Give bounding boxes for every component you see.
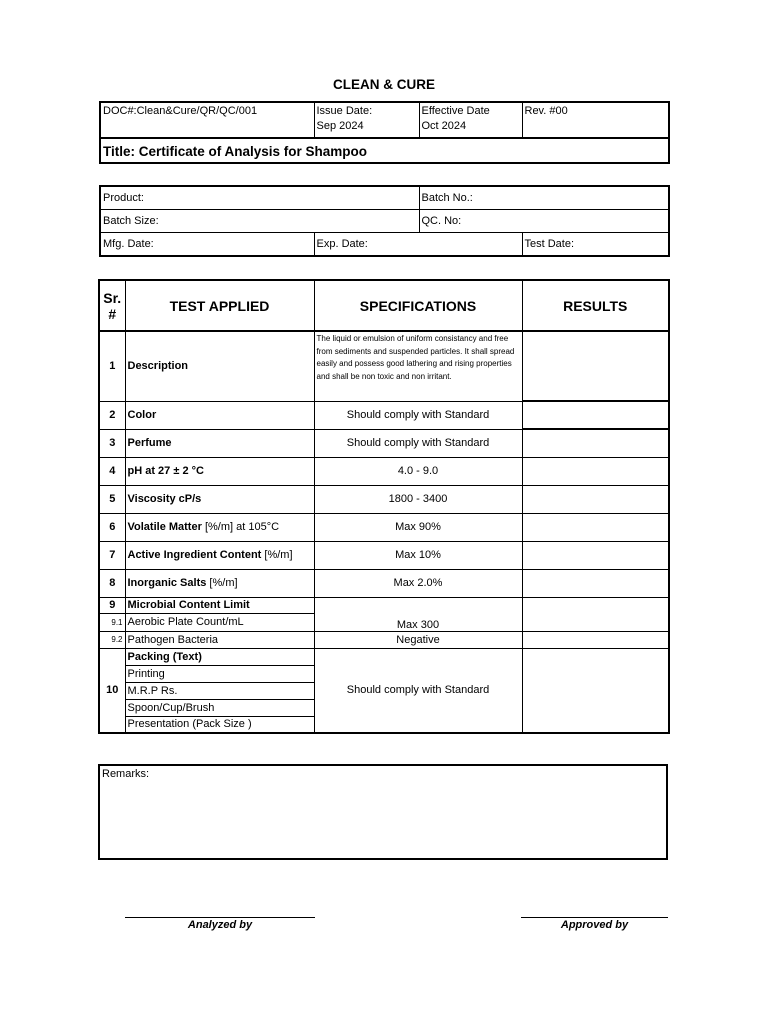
sr-cell: 4: [99, 457, 125, 485]
spec-cell: The liquid or emulsion of uniform consistancy and free from sediments and suspended particles. It shall spread easily and possess good lathering and rising properties and shall be non toxic and non irritant.: [314, 331, 522, 401]
sr-cell: 9.2: [99, 631, 125, 648]
sr-cell: 2: [99, 401, 125, 429]
doc-number: DOC#:Clean&Cure/QR/QC/001: [100, 102, 314, 138]
spec-cell: Max 10%: [314, 541, 522, 569]
packing-item: Spoon/Cup/Brush: [125, 699, 314, 716]
table-row: [99, 631, 669, 648]
spec-cell: Should comply with Standard: [314, 401, 522, 429]
result-cell[interactable]: [522, 331, 669, 401]
test-date-field: Test Date:: [522, 233, 669, 257]
sr-cell: 3: [99, 429, 125, 457]
spec-cell: Should comply with Standard: [314, 429, 522, 457]
company-title: CLEAN & CURE: [332, 77, 435, 92]
test-cell: Color: [125, 401, 314, 429]
table-row: [99, 401, 669, 429]
result-cell[interactable]: [522, 631, 669, 648]
spec-cell: 4.0 - 9.0: [314, 457, 522, 485]
table-row: [99, 485, 669, 513]
sr-cell: 7: [99, 541, 125, 569]
mfg-date-field: Mfg. Date:: [100, 233, 314, 257]
test-cell: Inorganic Salts [%/m]: [125, 569, 314, 597]
result-cell[interactable]: [522, 513, 669, 541]
test-cell: pH at 27 ± 2 °C: [125, 457, 314, 485]
result-cell[interactable]: [522, 485, 669, 513]
sr-cell: 6: [99, 513, 125, 541]
test-cell: Volatile Matter [%/m] at 105°C: [125, 513, 314, 541]
table-row: [99, 597, 669, 613]
batch-no-field: Batch No.:: [419, 186, 669, 210]
test-cell: Description: [125, 331, 314, 401]
table-row: [99, 457, 669, 485]
spec-cell: Max 2.0%: [314, 569, 522, 597]
test-cell: Packing (Text): [125, 648, 314, 665]
table-row: [99, 429, 669, 457]
batch-info-table: [99, 185, 670, 257]
table-row: [99, 541, 669, 569]
test-cell: Perfume: [125, 429, 314, 457]
test-cell: Pathogen Bacteria: [125, 631, 314, 648]
packing-item: Presentation (Pack Size ): [125, 716, 314, 733]
document-header-table: [99, 101, 670, 164]
col-results-header: RESULTS: [522, 280, 669, 331]
analyzed-by-label: Analyzed by: [187, 919, 253, 931]
spec-cell: Negative: [314, 631, 522, 648]
table-row: [99, 331, 669, 401]
table-row: [99, 569, 669, 597]
sr-cell: 1: [99, 331, 125, 401]
result-cell[interactable]: [522, 541, 669, 569]
result-cell[interactable]: [522, 597, 669, 631]
result-cell[interactable]: [522, 401, 669, 429]
sr-cell: 10: [99, 648, 125, 733]
product-field: Product:: [100, 186, 419, 210]
document-title: Title: Certificate of Analysis for Shampoo: [100, 138, 669, 163]
exp-date-field: Exp. Date:: [314, 233, 522, 257]
result-cell[interactable]: [522, 457, 669, 485]
remarks-label: Remarks:: [102, 768, 150, 780]
packing-item: M.R.P Rs.: [125, 682, 314, 699]
sr-cell: 9.1: [99, 613, 125, 631]
sr-cell: 5: [99, 485, 125, 513]
col-spec-header: SPECIFICATIONS: [314, 280, 522, 331]
remarks-box[interactable]: [98, 764, 668, 860]
spec-cell: 1800 - 3400: [314, 485, 522, 513]
result-cell[interactable]: [522, 429, 669, 457]
col-sr-header: Sr. #: [99, 280, 125, 331]
approved-signature-line: [521, 917, 668, 918]
sr-cell: 8: [99, 569, 125, 597]
spec-cell: Max 300: [314, 597, 522, 631]
batch-size-field: Batch Size:: [100, 210, 419, 233]
test-cell: Microbial Content Limit: [125, 597, 314, 613]
test-cell: Aerobic Plate Count/mL: [125, 613, 314, 631]
issue-date: Issue Date: Sep 2024: [314, 102, 419, 138]
sr-cell: 9: [99, 597, 125, 613]
test-cell: Active Ingredient Content [%/m]: [125, 541, 314, 569]
spec-cell: Should comply with Standard: [314, 648, 522, 733]
result-cell[interactable]: [522, 569, 669, 597]
packing-item: Printing: [125, 665, 314, 682]
result-cell[interactable]: [522, 648, 669, 733]
table-header-row: [99, 280, 669, 331]
approved-by-label: Approved by: [560, 919, 629, 931]
test-results-table: [98, 279, 670, 734]
table-row: [99, 513, 669, 541]
effective-date: Effective Date Oct 2024: [419, 102, 522, 138]
col-test-header: TEST APPLIED: [125, 280, 314, 331]
qc-no-field: QC. No:: [419, 210, 669, 233]
spec-cell: Max 90%: [314, 513, 522, 541]
test-cell: Viscosity cP/s: [125, 485, 314, 513]
analyzed-signature-line: [125, 917, 315, 918]
revision: Rev. #00: [522, 102, 669, 138]
table-row: [99, 648, 669, 665]
